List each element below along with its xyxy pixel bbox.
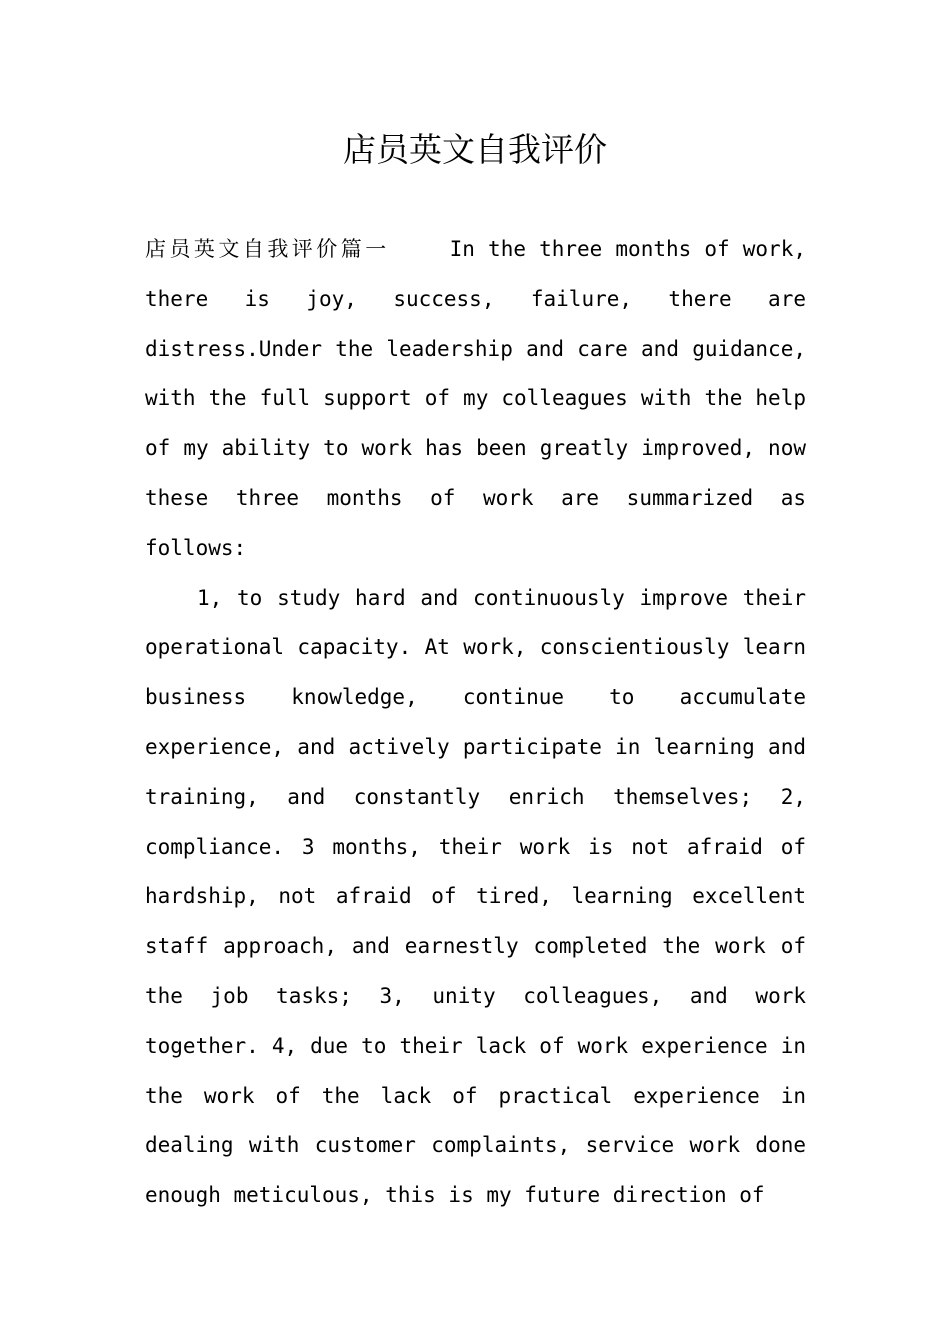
paragraph-1-text: In the three months of work, there is joy, success, failure, there are distress.Under the leadership and care and guidance, with the full support of my colleagues with the help of my ability to work has been greatly improved, now these three months of work are summarized as follows: (145, 237, 806, 560)
paragraph-1 (145, 225, 806, 574)
document-body (145, 225, 806, 1221)
paragraph-2: 1, to study hard and continuously improve their operational capacity. At work, conscientiously learn business knowledge, continue to accumulate experience, and actively participate in learning and training, and constantly enrich themselves; 2, compliance. 3 months, their work is not afraid of hardship, not afraid of tired, learning excellent staff approach, and earnestly completed the work of the job tasks; 3, unity colleagues, and work together. 4, due to their lack of work experience in the work of the lack of practical experience in dealing with customer complaints, service work done enough meticulous, this is my future direction of (145, 585, 806, 1208)
document-title: 店员英文自我评价 (343, 130, 607, 169)
section-heading: 店员英文自我评价篇一 (145, 237, 390, 261)
